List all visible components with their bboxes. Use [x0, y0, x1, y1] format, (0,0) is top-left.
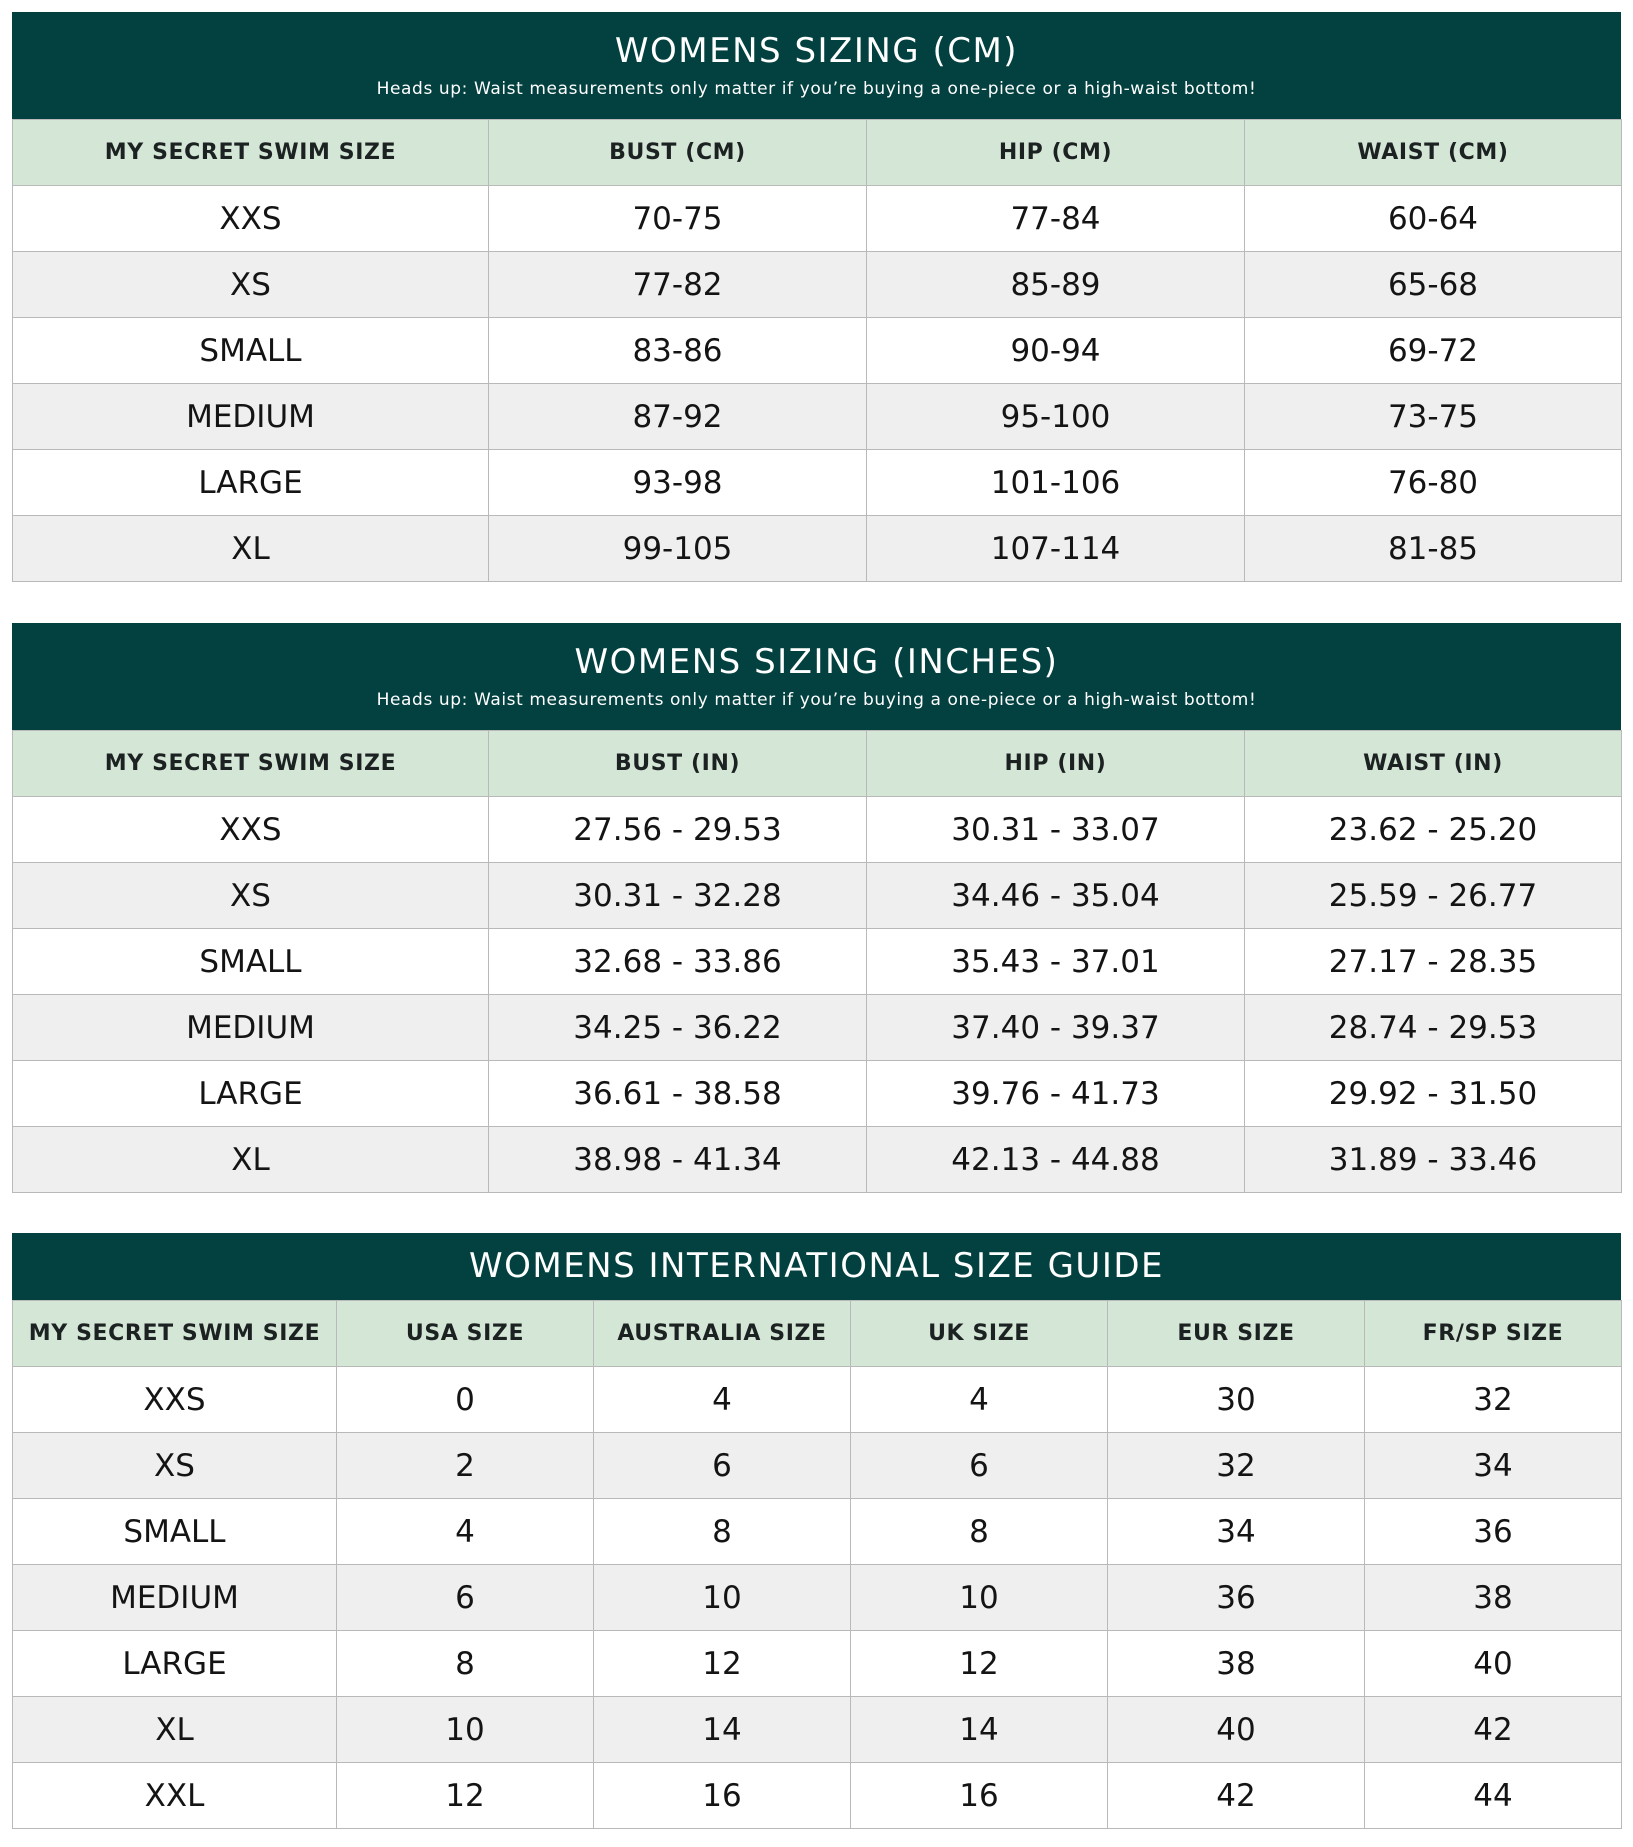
- column-header: FR/SP SIZE: [1365, 1301, 1622, 1367]
- table-cell: 12: [337, 1763, 594, 1829]
- table-cell: 42: [1108, 1763, 1365, 1829]
- table-cell: 42: [1365, 1697, 1622, 1763]
- column-header: BUST (IN): [489, 731, 867, 797]
- table-row: [13, 1367, 1622, 1433]
- table-row: [13, 1127, 1622, 1193]
- table-cell: 6: [594, 1433, 851, 1499]
- cm-sizing-table: [12, 119, 1622, 582]
- table-row: [13, 1499, 1622, 1565]
- header-row: [13, 731, 1622, 797]
- table-cell: 2: [337, 1433, 594, 1499]
- column-header: BUST (CM): [489, 120, 867, 186]
- size-label-cell: XXS: [13, 1367, 337, 1433]
- table-cell: 6: [337, 1565, 594, 1631]
- column-header: USA SIZE: [337, 1301, 594, 1367]
- in-sizing-banner: [12, 623, 1621, 730]
- size-label-cell: SMALL: [13, 1499, 337, 1565]
- cm-sizing-title: WOMENS SIZING (CM): [614, 31, 1019, 71]
- size-label-cell: SMALL: [13, 318, 489, 384]
- table-cell: 12: [851, 1631, 1108, 1697]
- table-row: [13, 995, 1622, 1061]
- table-cell: 6: [851, 1433, 1108, 1499]
- column-header: HIP (IN): [867, 731, 1245, 797]
- table-cell: 65-68: [1245, 252, 1622, 318]
- table-cell: 40: [1365, 1631, 1622, 1697]
- table-cell: 34.25 - 36.22: [489, 995, 867, 1061]
- table-cell: 34.46 - 35.04: [867, 863, 1245, 929]
- size-label-cell: XL: [13, 1697, 337, 1763]
- table-cell: 4: [594, 1367, 851, 1433]
- table-cell: 12: [594, 1631, 851, 1697]
- table-cell: 32: [1365, 1367, 1622, 1433]
- table-cell: 95-100: [867, 384, 1245, 450]
- table-cell: 87-92: [489, 384, 867, 450]
- column-header: WAIST (IN): [1245, 731, 1622, 797]
- size-label-cell: XL: [13, 516, 489, 582]
- column-header: EUR SIZE: [1108, 1301, 1365, 1367]
- table-cell: 81-85: [1245, 516, 1622, 582]
- size-label-cell: XXS: [13, 797, 489, 863]
- table-cell: 8: [337, 1631, 594, 1697]
- size-label-cell: XXS: [13, 186, 489, 252]
- in-sizing-block: [12, 623, 1621, 1193]
- table-cell: 14: [594, 1697, 851, 1763]
- intl-size-table: [12, 1300, 1622, 1829]
- table-cell: 30.31 - 32.28: [489, 863, 867, 929]
- table-row: [13, 1697, 1622, 1763]
- table-cell: 83-86: [489, 318, 867, 384]
- intl-size-block: [12, 1233, 1621, 1829]
- in-sizing-subtitle: Heads up: Waist measurements only matter if you’re buying a one-piece or a high-waist bottom!: [376, 690, 1257, 710]
- table-row: [13, 318, 1622, 384]
- intl-size-banner: [12, 1233, 1621, 1300]
- column-header: MY SECRET SWIM SIZE: [13, 1301, 337, 1367]
- table-cell: 60-64: [1245, 186, 1622, 252]
- table-cell: 16: [851, 1763, 1108, 1829]
- table-cell: 14: [851, 1697, 1108, 1763]
- table-cell: 101-106: [867, 450, 1245, 516]
- table-row: [13, 450, 1622, 516]
- table-cell: 38: [1108, 1631, 1365, 1697]
- table-row: [13, 863, 1622, 929]
- column-header: UK SIZE: [851, 1301, 1108, 1367]
- table-cell: 27.56 - 29.53: [489, 797, 867, 863]
- table-cell: 36: [1108, 1565, 1365, 1631]
- table-cell: 40: [1108, 1697, 1365, 1763]
- table-cell: 85-89: [867, 252, 1245, 318]
- size-label-cell: MEDIUM: [13, 995, 489, 1061]
- table-cell: 25.59 - 26.77: [1245, 863, 1622, 929]
- column-header: MY SECRET SWIM SIZE: [13, 120, 489, 186]
- table-cell: 69-72: [1245, 318, 1622, 384]
- table-cell: 10: [594, 1565, 851, 1631]
- size-label-cell: XL: [13, 1127, 489, 1193]
- table-cell: 8: [594, 1499, 851, 1565]
- in-sizing-title: WOMENS SIZING (INCHES): [574, 642, 1059, 682]
- table-cell: 36: [1365, 1499, 1622, 1565]
- column-header: AUSTRALIA SIZE: [594, 1301, 851, 1367]
- table-row: [13, 1565, 1622, 1631]
- table-row: [13, 797, 1622, 863]
- table-cell: 0: [337, 1367, 594, 1433]
- table-cell: 29.92 - 31.50: [1245, 1061, 1622, 1127]
- size-label-cell: XS: [13, 863, 489, 929]
- table-cell: 38: [1365, 1565, 1622, 1631]
- table-row: [13, 252, 1622, 318]
- table-row: [13, 1763, 1622, 1829]
- table-cell: 73-75: [1245, 384, 1622, 450]
- table-cell: 32.68 - 33.86: [489, 929, 867, 995]
- table-cell: 42.13 - 44.88: [867, 1127, 1245, 1193]
- header-row: [13, 1301, 1622, 1367]
- table-cell: 28.74 - 29.53: [1245, 995, 1622, 1061]
- table-cell: 34: [1365, 1433, 1622, 1499]
- intl-size-title: WOMENS INTERNATIONAL SIZE GUIDE: [468, 1246, 1165, 1286]
- table-cell: 34: [1108, 1499, 1365, 1565]
- table-row: [13, 1631, 1622, 1697]
- table-cell: 23.62 - 25.20: [1245, 797, 1622, 863]
- table-row: [13, 929, 1622, 995]
- table-cell: 38.98 - 41.34: [489, 1127, 867, 1193]
- column-header: WAIST (CM): [1245, 120, 1622, 186]
- table-cell: 36.61 - 38.58: [489, 1061, 867, 1127]
- table-row: [13, 186, 1622, 252]
- cm-sizing-banner: [12, 12, 1621, 119]
- table-cell: 107-114: [867, 516, 1245, 582]
- table-cell: 70-75: [489, 186, 867, 252]
- table-cell: 44: [1365, 1763, 1622, 1829]
- table-cell: 4: [337, 1499, 594, 1565]
- size-label-cell: LARGE: [13, 1631, 337, 1697]
- size-label-cell: SMALL: [13, 929, 489, 995]
- table-row: [13, 1061, 1622, 1127]
- size-label-cell: XXL: [13, 1763, 337, 1829]
- size-label-cell: LARGE: [13, 1061, 489, 1127]
- table-cell: 30.31 - 33.07: [867, 797, 1245, 863]
- table-cell: 77-82: [489, 252, 867, 318]
- table-cell: 37.40 - 39.37: [867, 995, 1245, 1061]
- table-cell: 35.43 - 37.01: [867, 929, 1245, 995]
- table-row: [13, 1433, 1622, 1499]
- table-cell: 76-80: [1245, 450, 1622, 516]
- table-row: [13, 384, 1622, 450]
- in-sizing-table: [12, 730, 1622, 1193]
- table-cell: 8: [851, 1499, 1108, 1565]
- cm-sizing-block: [12, 12, 1621, 582]
- size-label-cell: XS: [13, 1433, 337, 1499]
- table-cell: 77-84: [867, 186, 1245, 252]
- table-cell: 10: [337, 1697, 594, 1763]
- table-cell: 31.89 - 33.46: [1245, 1127, 1622, 1193]
- table-cell: 30: [1108, 1367, 1365, 1433]
- header-row: [13, 120, 1622, 186]
- cm-sizing-subtitle: Heads up: Waist measurements only matter if you’re buying a one-piece or a high-waist bottom!: [376, 79, 1257, 99]
- size-label-cell: MEDIUM: [13, 384, 489, 450]
- table-cell: 90-94: [867, 318, 1245, 384]
- table-cell: 4: [851, 1367, 1108, 1433]
- table-cell: 32: [1108, 1433, 1365, 1499]
- table-cell: 27.17 - 28.35: [1245, 929, 1622, 995]
- table-cell: 93-98: [489, 450, 867, 516]
- column-header: MY SECRET SWIM SIZE: [13, 731, 489, 797]
- table-cell: 10: [851, 1565, 1108, 1631]
- table-row: [13, 516, 1622, 582]
- size-label-cell: MEDIUM: [13, 1565, 337, 1631]
- table-cell: 16: [594, 1763, 851, 1829]
- table-cell: 99-105: [489, 516, 867, 582]
- size-label-cell: XS: [13, 252, 489, 318]
- table-cell: 39.76 - 41.73: [867, 1061, 1245, 1127]
- size-label-cell: LARGE: [13, 450, 489, 516]
- column-header: HIP (CM): [867, 120, 1245, 186]
